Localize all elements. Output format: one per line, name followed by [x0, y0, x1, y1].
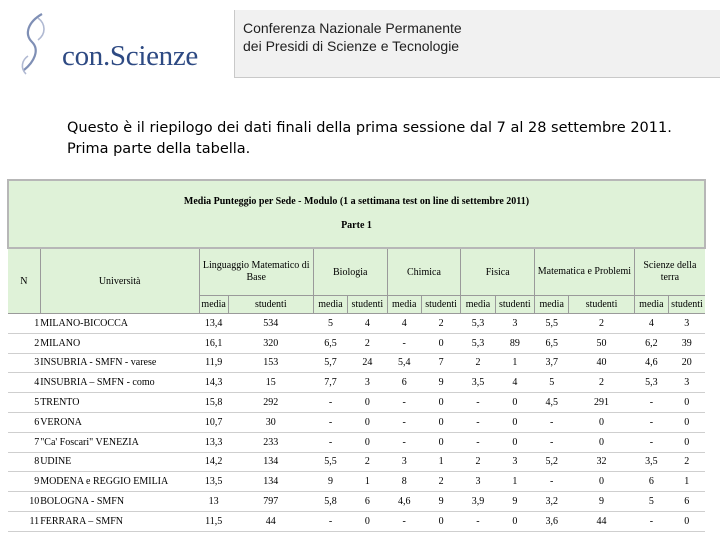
subheader-media: media: [634, 296, 668, 314]
cell: 7,7: [313, 373, 347, 393]
cell: 13: [199, 492, 228, 512]
row-number: 7: [8, 432, 40, 452]
cell: 4: [348, 314, 387, 334]
cell: 2: [421, 314, 460, 334]
cell: 14,2: [199, 452, 228, 472]
table-row: [8, 432, 705, 452]
cell: 233: [228, 432, 313, 452]
cell: 4,5: [535, 393, 569, 413]
cell: -: [313, 511, 347, 531]
subheader-studenti: studenti: [569, 296, 634, 314]
cell: 8: [387, 472, 421, 492]
table-title: [8, 180, 705, 248]
cell: 3: [495, 314, 534, 334]
university-name: MILANO-BICOCCA: [40, 314, 199, 334]
subheader-studenti: studenti: [495, 296, 534, 314]
cell: 5,7: [313, 353, 347, 373]
subheader-media: media: [199, 296, 228, 314]
university-name: UDINE: [40, 452, 199, 472]
intro-text: [67, 118, 672, 160]
university-name: TRENTO: [40, 393, 199, 413]
table-row: [8, 412, 705, 432]
row-number: 3: [8, 353, 40, 373]
cell: 5: [634, 492, 668, 512]
cell: 3: [495, 452, 534, 472]
cell: -: [634, 432, 668, 452]
table-row: [8, 492, 705, 512]
cell: 0: [421, 412, 460, 432]
cell: 3,7: [535, 353, 569, 373]
cell: 13,3: [199, 432, 228, 452]
cell: 1: [348, 472, 387, 492]
logo-text: con.Scienze: [62, 40, 198, 72]
cell: -: [387, 432, 421, 452]
cell: -: [387, 412, 421, 432]
intro-line-2: Prima parte della tabella.: [67, 141, 251, 157]
results-table-container: [7, 179, 706, 527]
cell: -: [535, 432, 569, 452]
subheader-studenti: studenti: [669, 296, 705, 314]
university-name: "Ca' Foscari" VENEZIA: [40, 432, 199, 452]
cell: 89: [495, 333, 534, 353]
cell: 4,6: [387, 492, 421, 512]
cell: 13,4: [199, 314, 228, 334]
cell: 0: [569, 412, 634, 432]
cell: 3: [669, 314, 705, 334]
subject-header-row: [8, 248, 705, 296]
conscienze-logo: [14, 12, 226, 78]
cell: 5,3: [461, 333, 495, 353]
cell: -: [313, 432, 347, 452]
row-number: 11: [8, 511, 40, 531]
cell: -: [634, 393, 668, 413]
cell: 3,2: [535, 492, 569, 512]
cell: 44: [569, 511, 634, 531]
cell: 0: [495, 393, 534, 413]
university-name: FERRARA – SMFN: [40, 511, 199, 531]
cell: 1: [669, 472, 705, 492]
cell: 2: [569, 314, 634, 334]
cell: 15: [228, 373, 313, 393]
cell: 9: [495, 492, 534, 512]
cell: -: [634, 412, 668, 432]
row-number: 6: [8, 412, 40, 432]
col-header-subject-2: Biologia: [313, 248, 387, 296]
cell: 0: [348, 393, 387, 413]
cell: 50: [569, 333, 634, 353]
cell: 5: [313, 314, 347, 334]
cell: 0: [495, 412, 534, 432]
table-row: [8, 472, 705, 492]
row-number: 10: [8, 492, 40, 512]
table-row: [8, 314, 705, 334]
cell: 32: [569, 452, 634, 472]
cell: -: [461, 511, 495, 531]
cell: 2: [348, 452, 387, 472]
cell: -: [461, 393, 495, 413]
cell: 2: [348, 333, 387, 353]
cell: -: [461, 432, 495, 452]
org-line-2: dei Presidi di Scienze e Tecnologie: [243, 38, 460, 54]
row-number: 2: [8, 333, 40, 353]
col-header-subject-6: Scienze della terra: [634, 248, 705, 296]
cell: 5,5: [313, 452, 347, 472]
cell: 6,5: [313, 333, 347, 353]
cell: 0: [421, 511, 460, 531]
cell: 9: [313, 472, 347, 492]
subheader-studenti: studenti: [228, 296, 313, 314]
cell: 1: [495, 472, 534, 492]
cell: 14,3: [199, 373, 228, 393]
cell: 3,9: [461, 492, 495, 512]
cell: 7: [421, 353, 460, 373]
cell: 3: [387, 452, 421, 472]
cell: 2: [461, 353, 495, 373]
cell: 3: [348, 373, 387, 393]
subheader-media: media: [387, 296, 421, 314]
cell: 3: [461, 472, 495, 492]
cell: 44: [228, 511, 313, 531]
cell: 6: [669, 492, 705, 512]
cell: 0: [669, 393, 705, 413]
logo-swirl-icon: [16, 12, 56, 78]
cell: 0: [348, 412, 387, 432]
cell: -: [535, 472, 569, 492]
table-row: [8, 333, 705, 353]
university-name: INSUBRIA - SMFN - varese: [40, 353, 199, 373]
cell: 40: [569, 353, 634, 373]
cell: 0: [348, 511, 387, 531]
cell: 0: [669, 511, 705, 531]
intro-line-1: Questo è il riepilogo dei dati finali della prima sessione dal 7 al 28 settembre 2011.: [67, 120, 672, 136]
cell: 797: [228, 492, 313, 512]
cell: 9: [421, 492, 460, 512]
cell: 0: [669, 412, 705, 432]
cell: 2: [569, 373, 634, 393]
cell: -: [535, 412, 569, 432]
cell: 5,3: [634, 373, 668, 393]
row-number: 5: [8, 393, 40, 413]
cell: 4,6: [634, 353, 668, 373]
cell: 5,8: [313, 492, 347, 512]
cell: 24: [348, 353, 387, 373]
cell: 6: [348, 492, 387, 512]
org-line-1: Conferenza Nazionale Permanente: [243, 20, 462, 36]
cell: 2: [421, 472, 460, 492]
subheader-studenti: studenti: [348, 296, 387, 314]
table-row: [8, 452, 705, 472]
cell: 39: [669, 333, 705, 353]
col-header-university: Università: [40, 248, 199, 314]
table-title-line-1: Media Punteggio per Sede - Modulo (1 a settimana test on line di settembre 2011): [183, 196, 530, 207]
cell: 9: [569, 492, 634, 512]
university-name: BOLOGNA - SMFN: [40, 492, 199, 512]
cell: 0: [421, 333, 460, 353]
cell: 320: [228, 333, 313, 353]
cell: 5: [535, 373, 569, 393]
cell: 3: [669, 373, 705, 393]
results-table: [7, 179, 706, 532]
cell: 11,9: [199, 353, 228, 373]
cell: 4: [387, 314, 421, 334]
cell: 0: [669, 432, 705, 452]
university-name: VERONA: [40, 412, 199, 432]
cell: 20: [669, 353, 705, 373]
cell: 3,5: [634, 452, 668, 472]
cell: -: [313, 412, 347, 432]
cell: 292: [228, 393, 313, 413]
cell: 30: [228, 412, 313, 432]
cell: 3,6: [535, 511, 569, 531]
cell: 1: [421, 452, 460, 472]
col-header-subject-3: Chimica: [387, 248, 461, 296]
cell: 1: [495, 353, 534, 373]
row-number: 1: [8, 314, 40, 334]
cell: 6,2: [634, 333, 668, 353]
cell: 6: [634, 472, 668, 492]
cell: -: [387, 333, 421, 353]
cell: 2: [669, 452, 705, 472]
cell: 0: [569, 432, 634, 452]
organization-header: [234, 10, 720, 78]
cell: 16,1: [199, 333, 228, 353]
col-header-n: N: [8, 248, 40, 314]
table-row: [8, 511, 705, 531]
subheader-studenti: studenti: [421, 296, 460, 314]
cell: 0: [495, 432, 534, 452]
cell: 0: [421, 432, 460, 452]
col-header-subject-1: Linguaggio Matematico di Base: [199, 248, 313, 296]
cell: 153: [228, 353, 313, 373]
cell: 6: [387, 373, 421, 393]
cell: 0: [421, 393, 460, 413]
cell: 2: [461, 452, 495, 472]
table-row: [8, 393, 705, 413]
col-header-subject-5: Matematica e Problemi: [535, 248, 635, 296]
cell: 4: [495, 373, 534, 393]
cell: 0: [348, 432, 387, 452]
cell: 291: [569, 393, 634, 413]
cell: 15,8: [199, 393, 228, 413]
subheader-media: media: [461, 296, 495, 314]
cell: 534: [228, 314, 313, 334]
table-title-line-2: Parte 1: [341, 220, 372, 231]
cell: 5,2: [535, 452, 569, 472]
cell: 134: [228, 452, 313, 472]
university-name: MILANO: [40, 333, 199, 353]
table-title-row: [8, 180, 705, 248]
university-name: INSUBRIA – SMFN - como: [40, 373, 199, 393]
cell: 5,5: [535, 314, 569, 334]
cell: 13,5: [199, 472, 228, 492]
table-row: [8, 373, 705, 393]
row-number: 9: [8, 472, 40, 492]
table-row: [8, 353, 705, 373]
cell: 5,3: [461, 314, 495, 334]
cell: 134: [228, 472, 313, 492]
row-number: 8: [8, 452, 40, 472]
subheader-media: media: [535, 296, 569, 314]
cell: 0: [569, 472, 634, 492]
cell: 10,7: [199, 412, 228, 432]
cell: 0: [495, 511, 534, 531]
subheader-media: media: [313, 296, 347, 314]
cell: 11,5: [199, 511, 228, 531]
university-name: MODENA e REGGIO EMILIA: [40, 472, 199, 492]
cell: 5,4: [387, 353, 421, 373]
cell: -: [461, 412, 495, 432]
cell: 6,5: [535, 333, 569, 353]
cell: -: [387, 511, 421, 531]
col-header-subject-4: Fisica: [461, 248, 535, 296]
cell: -: [313, 393, 347, 413]
cell: 9: [421, 373, 460, 393]
row-number: 4: [8, 373, 40, 393]
cell: -: [634, 511, 668, 531]
cell: 4: [634, 314, 668, 334]
cell: -: [387, 393, 421, 413]
cell: 3,5: [461, 373, 495, 393]
